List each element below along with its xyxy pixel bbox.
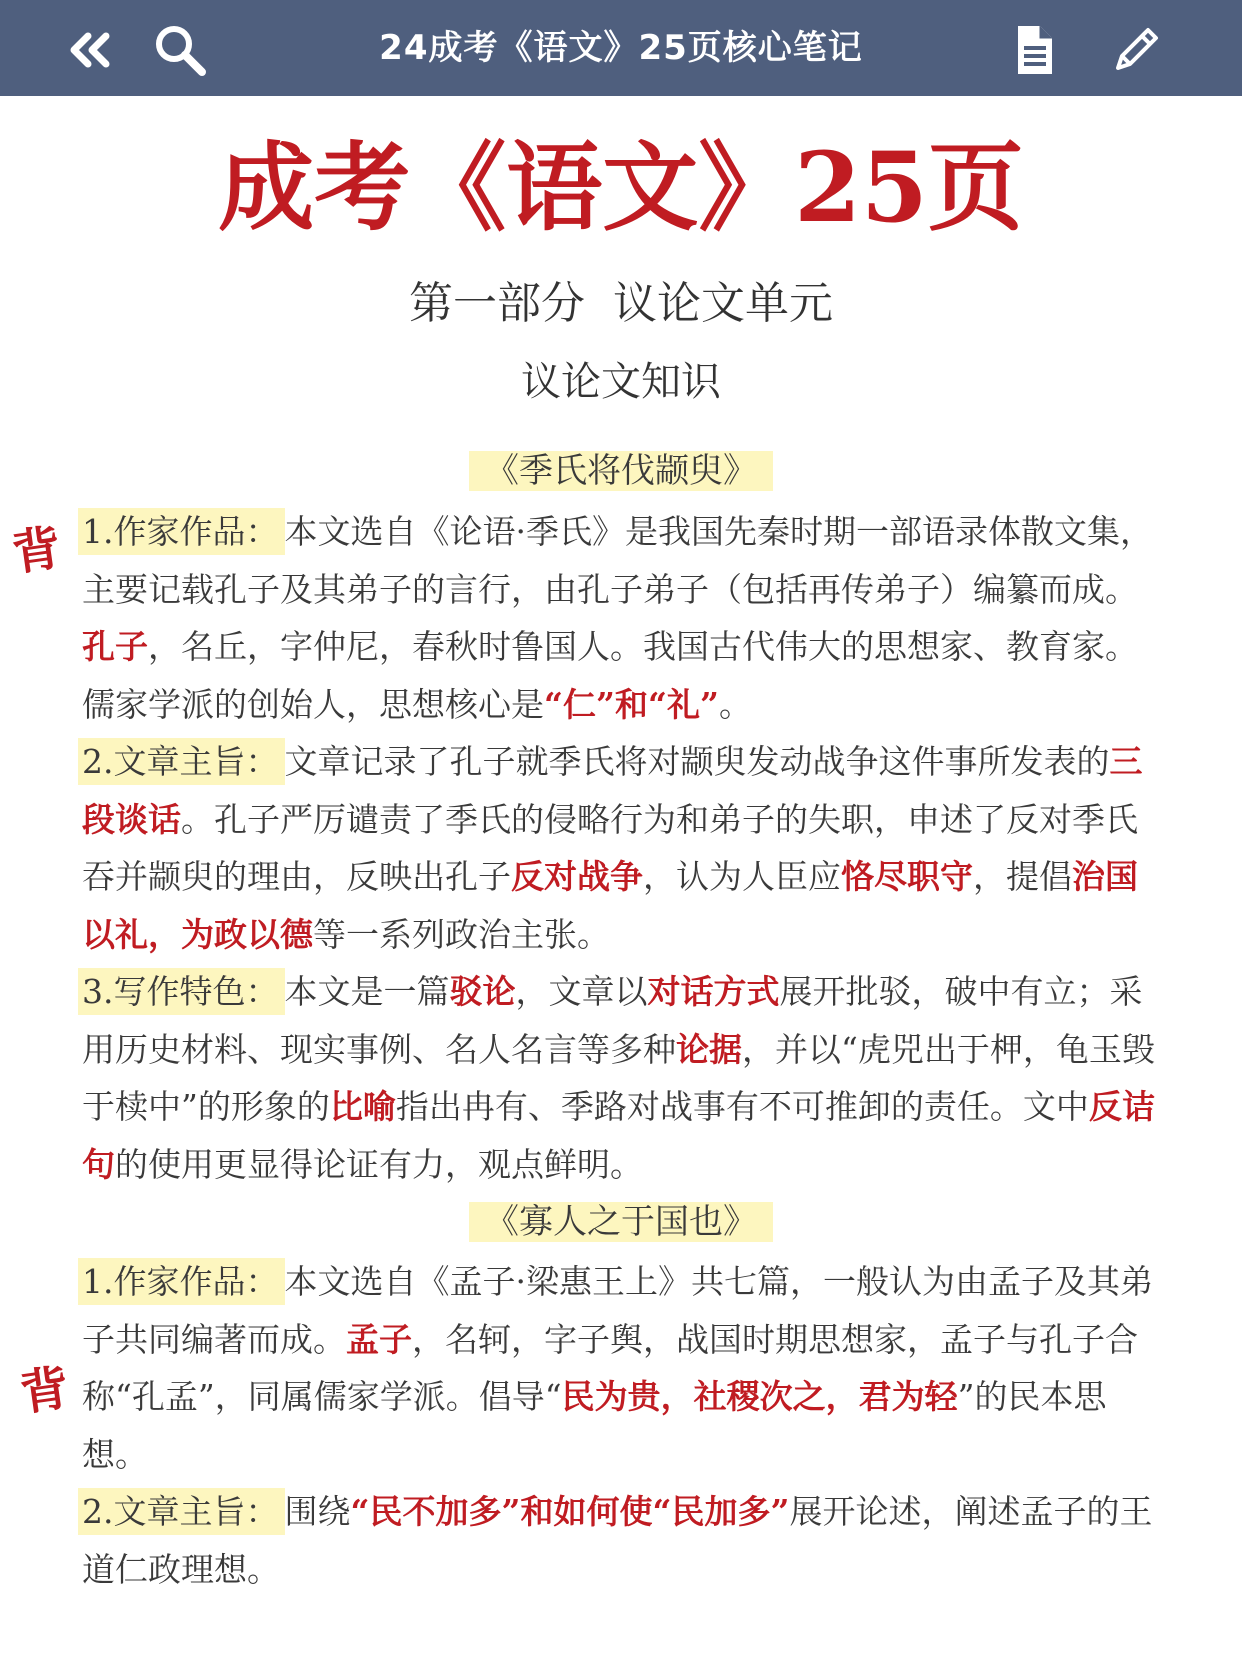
- body-text: 指出冉有、季路对战事有不可推卸的责任。文中: [395, 1087, 1089, 1126]
- body-text: 。: [718, 684, 752, 724]
- highlight-text: 治国以礼，为政以德: [82, 857, 1138, 954]
- pencil-icon[interactable]: [1108, 22, 1164, 78]
- body-text: 展开批驳，破中有立；采用历史材料、现实事例、名人名言等多种: [82, 972, 1143, 1069]
- document-icon[interactable]: [1006, 22, 1062, 78]
- paragraph-theme: [82, 1483, 1162, 1598]
- item-label: 1.作家作品：: [78, 1258, 285, 1305]
- body-text: 展开论述，阐述孟子的王道仁政理想。: [82, 1492, 1153, 1589]
- highlight-text: 三段谈话: [82, 742, 1143, 839]
- section-title-text: 《寡人之于国也》: [469, 1202, 773, 1242]
- main-title: 成考《语文》25页: [218, 131, 1024, 244]
- memorize-mark: 背: [16, 1359, 73, 1423]
- paragraph-author-works: [82, 503, 1162, 733]
- app-title: 24成考《语文》25页核心笔记: [379, 28, 863, 68]
- highlight-text: 驳论: [449, 972, 516, 1011]
- paragraph-theme: [82, 733, 1162, 963]
- highlight-text: “仁”和“礼”: [544, 684, 719, 724]
- body-text: ，文章以: [515, 972, 648, 1011]
- body-text: ，提倡: [973, 857, 1072, 896]
- highlight-text: “民不加多”和如何使“民加多”: [350, 1492, 790, 1531]
- highlight-text: 论据: [676, 1029, 742, 1069]
- highlight-text: 恪尽职守: [841, 857, 973, 896]
- body-text: 围绕: [284, 1492, 351, 1531]
- body-text: 文章记录了孔子就季氏将对颛臾发动战争这件事所发表的: [284, 742, 1110, 781]
- part-title: 第一部分 议论文单元: [409, 278, 833, 329]
- section-heading: 议论文知识: [521, 359, 721, 405]
- highlight-text: 孟子: [346, 1319, 412, 1359]
- body-text: 的使用更显得论证有力，观点鲜明。: [115, 1144, 643, 1184]
- body-text: 本文是一篇: [284, 972, 450, 1011]
- highlight-text: 民为贵，社稷次之，君为轻: [561, 1377, 958, 1416]
- highlight-text: 反对战争: [511, 857, 643, 896]
- body-text: ，认为人臣应: [643, 857, 841, 896]
- highlight-text: 比喻: [329, 1087, 396, 1126]
- body-text: 本文选自《孟子·梁惠王上》共七篇，一般认为由孟子及其弟子共同编著而成。: [82, 1262, 1153, 1359]
- body-text: ，并以“虎兕出于柙，龟玉毁于椟中”的形象的: [82, 1029, 1155, 1126]
- body-text: ，名轲，字子舆，战国时期思想家，孟子与孔子合称“孔孟”，同属儒家学派。倡导“: [82, 1319, 1138, 1416]
- item-label: 2.文章主旨：: [78, 1488, 285, 1535]
- memorize-mark: 背: [8, 519, 65, 583]
- paragraph-features: [82, 963, 1162, 1193]
- highlight-text: 对话方式: [647, 972, 780, 1011]
- section-title: [0, 1197, 1242, 1247]
- item-label: 1.作家作品：: [78, 508, 285, 555]
- highlight-text: 反诘句: [82, 1087, 1155, 1184]
- section-title-text: 《季氏将伐颛臾》: [469, 451, 773, 491]
- highlight-text: 孔子: [82, 627, 148, 666]
- body-text: 。孔子严厉谴责了季氏的侵略行为和弟子的失职，申述了反对季氏吞并颛臾的理由，反映出孔子: [82, 799, 1138, 896]
- item-label: 2.文章主旨：: [78, 738, 285, 785]
- body-text: ，名丘，字仲尼，春秋时鲁国人。我国古代伟大的思想家、教育家。儒家学派的创始人，思想核心是: [82, 627, 1138, 724]
- paragraph-author-works: [82, 1253, 1162, 1483]
- body-text: 等一系列政治主张。: [313, 914, 610, 954]
- item-label: 3.写作特色：: [78, 968, 285, 1015]
- body-text: ”的民本思想。: [82, 1377, 1107, 1474]
- top-bar: [0, 0, 1242, 96]
- body-text: 本文选自《论语·季氏》是我国先秦时期一部语录体散文集，主要记载孔子及其弟子的言行，由孔子弟子（包括再传弟子）编纂而成。: [82, 512, 1153, 609]
- section-title: [0, 446, 1242, 496]
